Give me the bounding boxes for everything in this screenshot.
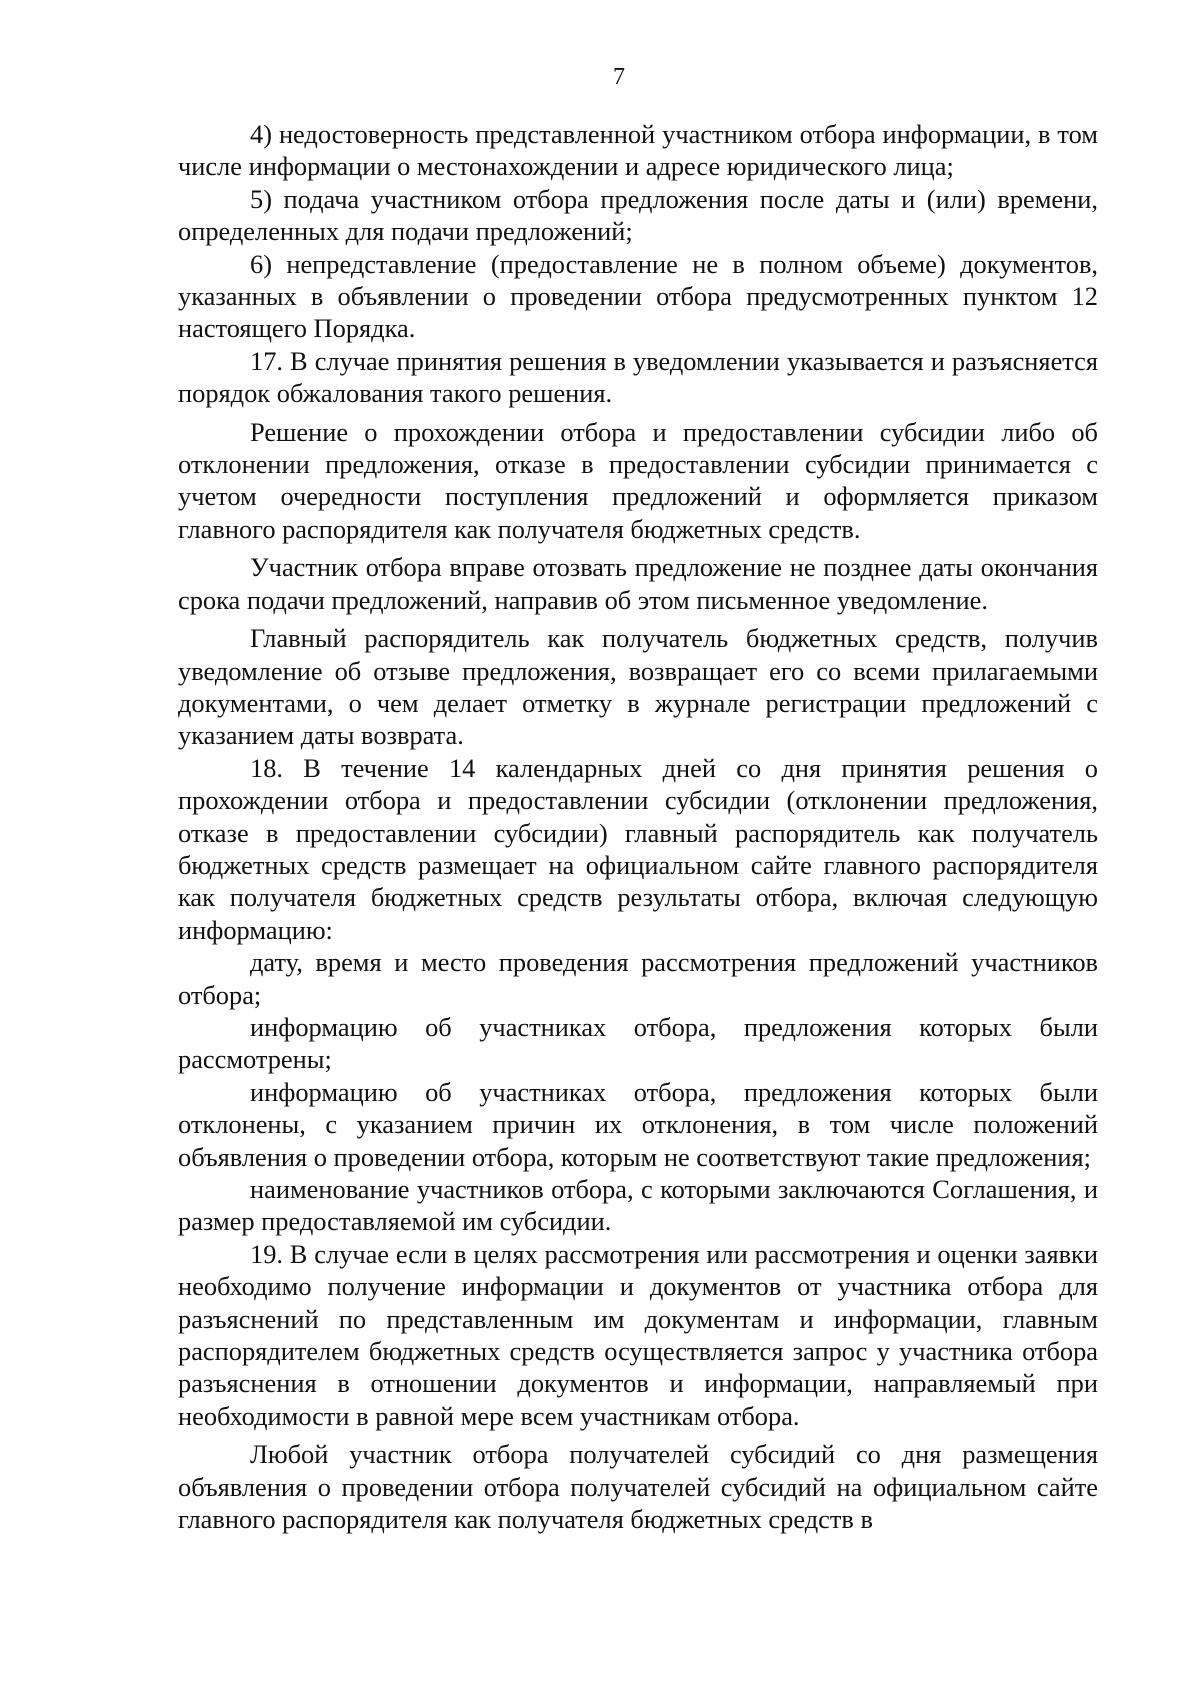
paragraph-item-5: 5) подача участником отбора предложения после даты и (или) времени, определенных для подачи предложений; <box>178 183 1098 247</box>
paragraph-clause-17: 17. В случае принятия решения в уведомлении указывается и разъясняется порядок обжалования такого решения. <box>178 345 1098 409</box>
paragraph-considered: информацию об участниках отбора, предложения которых были рассмотрены; <box>178 1011 1098 1075</box>
paragraph-clause-19: 19. В случае если в целях рассмотрения или рассмотрения и оценки заявки необходимо получение информации и документов от участника отбора для разъяснений по представленным им документам и информации, главным распорядителем бюджетных средств осуществляется запрос у участника отбора разъяснения в отношении документов и информации, направляемый при необходимости в равной мере всем участникам отбора. <box>178 1238 1098 1431</box>
paragraph-any-participant: Любой участник отбора получателей субсидий со дня размещения объявления о проведении отбора получателей субсидий на официальном сайте главного распорядителя как получателя бюджетных средств в <box>178 1439 1098 1535</box>
paragraph-return: Главный распорядитель как получатель бюджетных средств, получив уведомление об отзыве предложения, возвращает его со всеми прилагаемыми документами, о чем делает отметку в журнале регистрации предложений с указанием даты возврата. <box>178 623 1098 751</box>
paragraph-item-4: 4) недостоверность представленной участником отбора информации, в том числе информации о местонахождении и адресе юридического лица; <box>178 119 1098 182</box>
page-number: 7 <box>613 64 625 90</box>
paragraph-withdrawal: Участник отбора вправе отозвать предложение не позднее даты окончания срока подачи предложений, направив об этом письменное уведомление. <box>178 552 1098 615</box>
document-body <box>178 118 1098 1535</box>
paragraph-rejected: информацию об участниках отбора, предложения которых были отклонены, с указанием причин их отклонения, в том числе положений объявления о проведении отбора, которым не соответствуют такие предложения; <box>178 1076 1098 1172</box>
paragraph-agreements: наименование участников отбора, с которыми заключаются Соглашения, и размер предоставляемой им субсидии. <box>178 1174 1098 1237</box>
paragraph-decision: Решение о прохождении отбора и предоставлении субсидии либо об отклонении предложения, отказе в предоставлении субсидии принимается с учетом очередности поступления предложений и оформляется приказом главного распорядителя как получателя бюджетных средств. <box>178 416 1098 544</box>
paragraph-item-6: 6) непредставление (предоставление не в полном объеме) документов, указанных в объявлении о проведении отбора предусмотренных пунктом 12 настоящего Порядка. <box>178 248 1098 344</box>
paragraph-date-time-place: дату, время и место проведения рассмотрения предложений участников отбора; <box>178 947 1098 1010</box>
paragraph-clause-18: 18. В течение 14 календарных дней со дня принятия решения о прохождении отбора и предоставлении субсидии (отклонении предложения, отказе в предоставлении субсидии) главный распорядитель как получатель бюджетных средств размещает на официальном сайте главного распорядителя как получателя бюджетных средств результаты отбора, включая следующую информацию: <box>178 752 1098 945</box>
